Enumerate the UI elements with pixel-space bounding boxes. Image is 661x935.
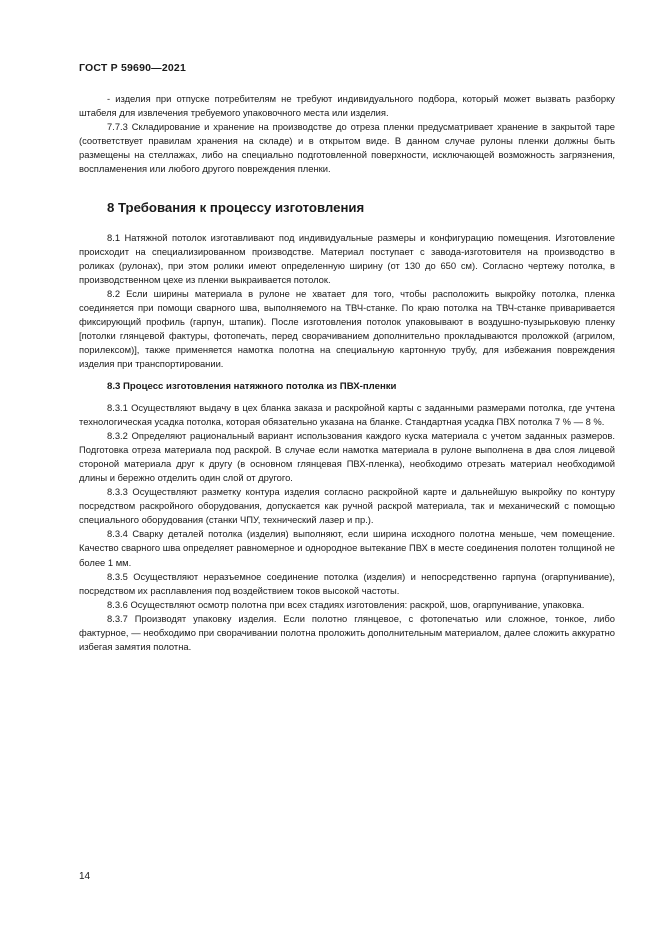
paragraph-list-item: - изделия при отпуске потребителям не требуют индивидуального подбора, который может вызвать разборку штабеля для извлечения требуемого упаковочного места или изделия. bbox=[79, 93, 615, 119]
paragraph-8-3-4: 8.3.4 Сварку деталей потолка (изделия) выполняют, если ширина исходного полотна меньше, чем помещение. Качество сварного шва определяет равномерное и однородное вытекание ПВХ в месте соединения полотен толщиной не более 1 мм. bbox=[79, 528, 615, 568]
paragraph-8-1: 8.1 Натяжной потолок изготавливают под индивидуальные размеры и конфигурацию помещения. Изготовление происходит на специализированном производстве. Материал поступает с завода-изготовителя на производство в роликах (рулонах), при этом ролики имеют определенную ширину (от 130 до 650 см). Согласно чертежу потолка, в производственном цехе из пленки выкраивается потолок. bbox=[79, 231, 615, 285]
paragraph-8-3-3: 8.3.3 Осуществляют разметку контура изделия согласно раскройной карте и дальнейшую выкройку по контуру посредством раскройного оборудования, допускается как ручной раскрой материала, так и механический с помощью специального оборудования (станки ЧПУ, технический лазер и пр.). bbox=[79, 486, 615, 526]
subsection-heading-8-3: 8.3 Процесс изготовления натяжного потолка из ПВХ-пленки bbox=[107, 380, 397, 392]
document-header: ГОСТ Р 59690—2021 bbox=[79, 62, 187, 74]
section-heading-8: 8 Требования к процессу изготовления bbox=[107, 199, 365, 215]
paragraph-7-7-3: 7.7.3 Складирование и хранение на производстве до отреза пленки предусматривает хранение в закрытой таре (соответствует правилам хранения на складе) и в открытом виде. В данном случае рулоны пленки должны быть размещены на стеллажах, либо на специально подготовленной поверхности, исключающей возможность загрязнения, воспламенения или любого другого повреждения пленки. bbox=[79, 121, 615, 175]
page-body bbox=[79, 92, 615, 654]
paragraph-8-3-2: 8.3.2 Определяют рациональный вариант использования каждого куска материала с учетом заданных размеров. Подготовка отреза материала под раскрой. В случае если намотка материала в рулоне выполнена в два слоя лицевой стороной материала друг к другу (в основном глянцевая ПВХ-пленка), необходимо отрезать материал необходимой длины и бережно отделить один слой от другого. bbox=[79, 429, 615, 483]
page-number: 14 bbox=[79, 871, 91, 882]
paragraph-8-3-7: 8.3.7 Производят упаковку изделия. Если полотно глянцевое, с фотопечатью или сложное, тонкое, либо фактурное, — необходимо при сворачивании полотна проложить дополнительным материалом, далее сложить аккуратно избегая замятия полотна. bbox=[79, 612, 615, 653]
paragraph-8-2: 8.2 Если ширины материала в рулоне не хватает для того, чтобы расположить выкройку потолка, пленка соединяется при помощи сварного шва, выполняемого на ТВЧ-станке. По краю потолка на ТВЧ-станке приваривается фиксирующий профиль (гарпун, штапик). После изготовления потолок упаковывают в воздушно-пузырьковую пленку [потолки глянцевой фактуры, фотопечать, перед сворачиванием дополнительно прокладываются проложкой (агрилом, порилексом)], также применяется намотка полотна на специальную картонную трубу, для избежания повреждения изделия при транспортировании. bbox=[79, 287, 615, 370]
paragraph-8-3-6: 8.3.6 Осуществляют осмотр полотна при всех стадиях изготовления: раскрой, шов, огарпунивание, упаковка. bbox=[107, 598, 585, 610]
paragraph-8-3-1: 8.3.1 Осуществляют выдачу в цех бланка заказа и раскройной карты с заданными размерами потолка, где учтена технологическая усадка потолка, которая обязательно указана на бланке. Стандартная усадка ПВХ потолка 7 % — 8 %. bbox=[79, 401, 615, 427]
paragraph-8-3-5: 8.3.5 Осуществляют неразъемное соединение потолка (изделия) и непосредственно гарпуна (огарпунивание), посредством их расплавления под воздействием токов высокой частоты. bbox=[79, 570, 615, 596]
